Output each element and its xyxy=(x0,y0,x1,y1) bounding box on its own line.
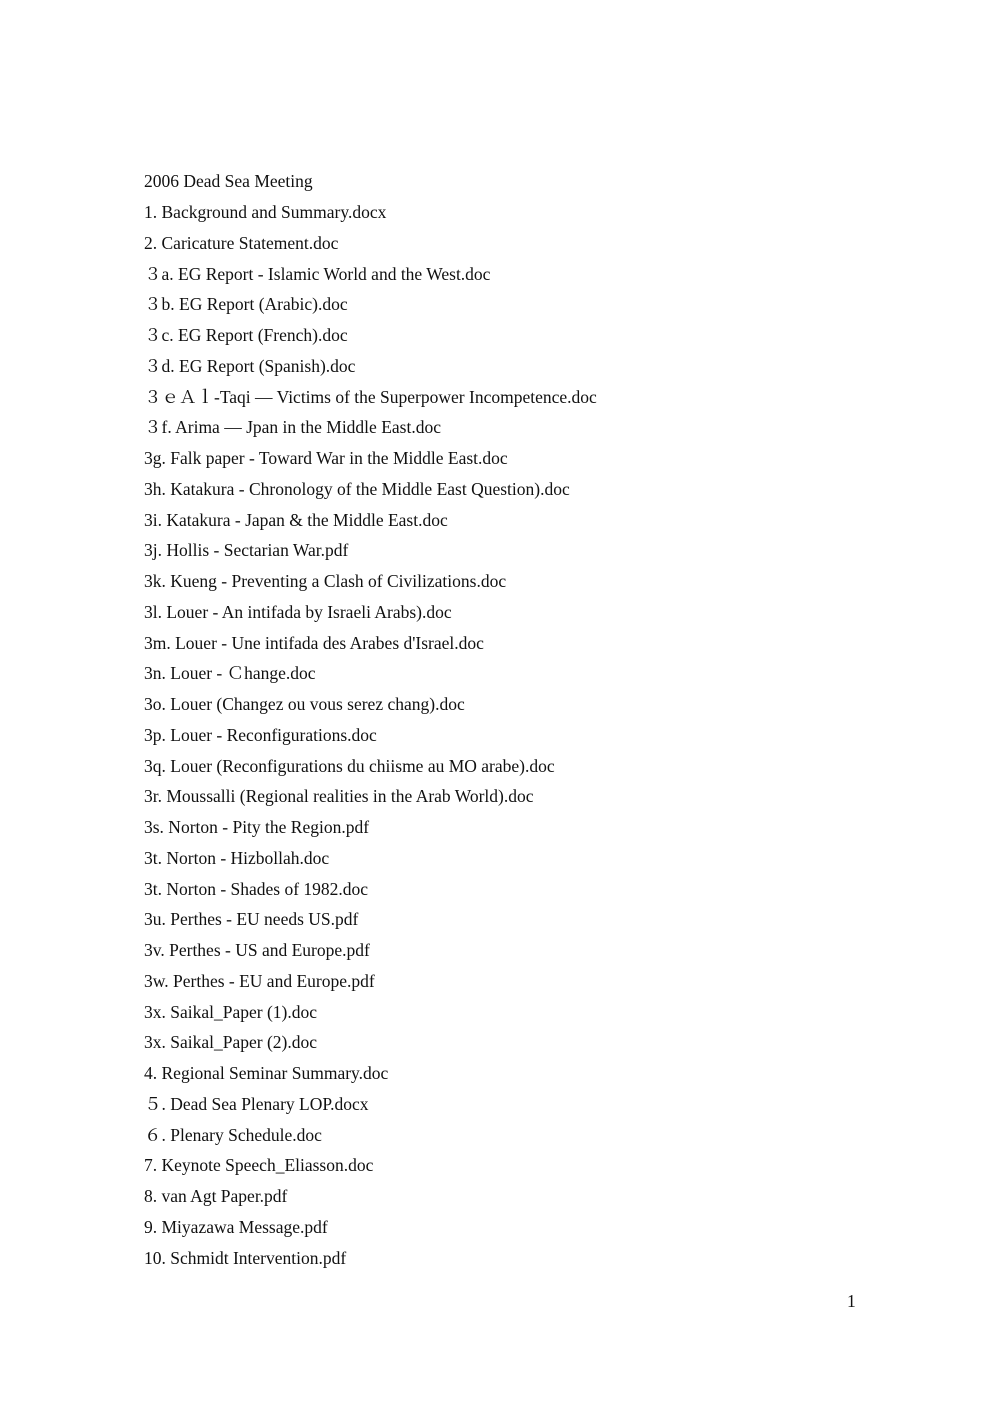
list-item: 3s. Norton - Pity the Region.pdf xyxy=(144,817,370,837)
list-item: 3r. Moussalli (Regional realities in the Arab World).doc xyxy=(144,786,534,807)
list-item: 3j. Hollis - Sectarian War.pdf xyxy=(144,540,349,561)
list-item: 4. Regional Seminar Summary.doc xyxy=(144,1063,389,1083)
list-item: 8. van Agt Paper.pdf xyxy=(144,1186,288,1206)
list-item: ６. Plenary Schedule.doc xyxy=(144,1124,322,1145)
list-item: ３f. Arima ― Jpan in the Middle East.doc xyxy=(144,417,441,438)
list-item: 3x. Saikal_Paper (2).doc xyxy=(144,1032,318,1053)
list-item: 3g. Falk paper - Toward War in the Middle East.doc xyxy=(144,448,508,468)
file-list xyxy=(144,200,597,1276)
list-item: 3u. Perthes - EU needs US.pdf xyxy=(144,909,359,930)
document-title: 2006 Dead Sea Meeting xyxy=(144,171,313,191)
list-item: 3q. Louer (Reconfigurations du chiisme au MO arabe).doc xyxy=(144,755,555,776)
list-item: 3t. Norton - Shades of 1982.doc xyxy=(144,878,369,899)
list-item: 7. Keynote Speech_Eliasson.doc xyxy=(144,1155,374,1176)
list-item: 3i. Katakura - Japan & the Middle East.doc xyxy=(144,509,448,530)
list-item: ３a. EG Report - Islamic World and the West.doc xyxy=(144,263,491,284)
list-item: 1. Background and Summary.docx xyxy=(144,202,387,222)
page-number: 1 xyxy=(847,1291,856,1311)
list-item: 3l. Louer - An intifada by Israeli Arabs).doc xyxy=(144,601,452,622)
list-item: ３b. EG Report (Arabic).doc xyxy=(144,294,348,315)
list-item: ３c. EG Report (French).doc xyxy=(144,325,348,345)
list-item: 3w. Perthes - EU and Europe.pdf xyxy=(144,970,375,991)
list-item: 10. Schmidt Intervention.pdf xyxy=(144,1247,347,1268)
list-item: 3m. Louer - Une intifada des Arabes d'Israel.doc xyxy=(144,632,484,653)
list-item: 3t. Norton - Hizbollah.doc xyxy=(144,847,330,868)
list-item: 3h. Katakura - Chronology of the Middle East Question).doc xyxy=(144,478,570,499)
list-item: ５. Dead Sea Plenary LOP.docx xyxy=(144,1093,369,1114)
list-item: 3p. Louer - Reconfigurations.doc xyxy=(144,724,377,745)
list-item: 3o. Louer (Changez ou vous serez chang).doc xyxy=(144,694,465,714)
list-item: 3v. Perthes - US and Europe.pdf xyxy=(144,940,370,960)
list-item: 3k. Kueng - Preventing a Clash of Civilizations.doc xyxy=(144,571,507,591)
list-item: ３ｅＡｌ-Taqi ― Victims of the Superpower Incompetence.doc xyxy=(144,386,597,407)
list-item: 3x. Saikal_Paper (1).doc xyxy=(144,1001,318,1022)
list-item: 9. Miyazawa Message.pdf xyxy=(144,1216,328,1237)
list-item: ３d. EG Report (Spanish).doc xyxy=(144,355,356,376)
list-item: 3n. Louer - Ｃhange.doc xyxy=(144,663,316,684)
list-item: 2. Caricature Statement.doc xyxy=(144,232,339,253)
